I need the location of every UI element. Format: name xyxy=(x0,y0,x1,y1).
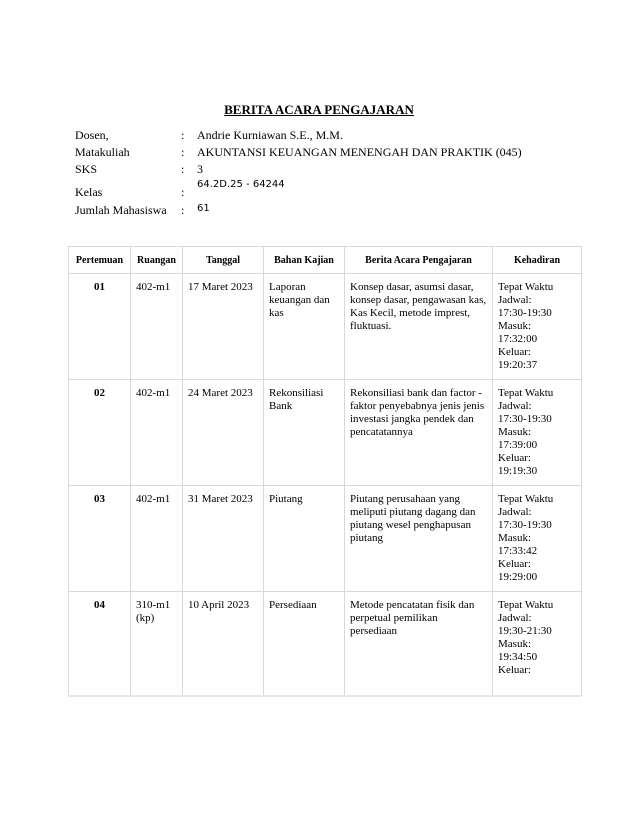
attendance-line: Keluar: xyxy=(498,664,531,676)
header-pertemuan: Pertemuan xyxy=(69,247,131,274)
cell-room: 402-m1 xyxy=(131,274,183,380)
meta-value: 64.2D.25 - 64244 xyxy=(197,179,285,190)
meta-colon: : xyxy=(181,128,185,142)
cell-meeting: 04 xyxy=(69,592,131,696)
cell-attendance xyxy=(493,274,582,380)
attendance-line: 17:32:00 xyxy=(498,333,538,345)
table-row xyxy=(69,380,582,486)
meta-colon: : xyxy=(181,162,185,176)
attendance-line: Keluar: xyxy=(498,558,531,570)
attendance-line: Jadwal: xyxy=(498,612,532,624)
header-bahan-kajian: Bahan Kajian xyxy=(264,247,345,274)
attendance-line: Tepat Waktu xyxy=(498,599,554,611)
table-row xyxy=(69,592,582,696)
header-ruangan: Ruangan xyxy=(131,247,183,274)
attendance-line: 19:34:50 xyxy=(498,651,538,663)
cell-attendance xyxy=(493,592,582,696)
attendance-line: Masuk: xyxy=(498,532,531,544)
table-header-row xyxy=(69,247,582,274)
cell-report: Metode pencatatan fisik dan perpetual pemilikan persediaan xyxy=(345,592,493,696)
meta-value: 3 xyxy=(197,162,203,176)
cell-report: Rekonsiliasi bank dan factor -faktor penyebabnya jenis jenis investasi jangka pendek dan pencatatannya xyxy=(345,380,493,486)
attendance-line: Tepat Waktu xyxy=(498,493,554,505)
cell-topic: Persediaan xyxy=(264,592,345,696)
table-bottom-edge xyxy=(68,695,581,697)
attendance-line: Jadwal: xyxy=(498,294,532,306)
attendance-line: Keluar: xyxy=(498,346,531,358)
attendance-line: 19:20:37 xyxy=(498,359,538,371)
header-berita-acara: Berita Acara Pengajaran xyxy=(345,247,493,274)
attendance-line: Tepat Waktu xyxy=(498,281,554,293)
attendance-line: Jadwal: xyxy=(498,400,532,412)
cell-room: 402-m1 xyxy=(131,380,183,486)
attendance-line: 17:30-19:30 xyxy=(498,307,552,319)
attendance-line: Masuk: xyxy=(498,320,531,332)
attendance-line: 17:39:00 xyxy=(498,439,538,451)
cell-report: Konsep dasar, asumsi dasar, konsep dasar, pengawasan kas, Kas Kecil, metode imprest, fluktuasi. xyxy=(345,274,493,380)
attendance-table xyxy=(68,246,582,696)
cell-topic: Rekonsiliasi Bank xyxy=(264,380,345,486)
meta-value: AKUNTANSI KEUANGAN MENENGAH DAN PRAKTIK (045) xyxy=(197,145,522,159)
meta-label: Jumlah Mahasiswa xyxy=(75,203,167,217)
cell-attendance xyxy=(493,380,582,486)
header-kehadiran: Kehadiran xyxy=(493,247,582,274)
meta-value: Andrie Kurniawan S.E., M.M. xyxy=(197,128,343,142)
header-tanggal: Tanggal xyxy=(183,247,264,274)
attendance-line: Tepat Waktu xyxy=(498,387,554,399)
attendance-line: Jadwal: xyxy=(498,506,532,518)
attendance-line: 19:19:30 xyxy=(498,465,538,477)
attendance-line: 19:30-21:30 xyxy=(498,625,552,637)
meta-label: SKS xyxy=(75,162,98,176)
cell-room: 310-m1 (kp) xyxy=(131,592,183,696)
attendance-line: Masuk: xyxy=(498,426,531,438)
cell-topic: Laporan keuangan dan kas xyxy=(264,274,345,380)
meta-label: Dosen, xyxy=(75,128,109,142)
attendance-line: Masuk: xyxy=(498,638,531,650)
cell-meeting: 03 xyxy=(69,486,131,592)
attendance-line: Keluar: xyxy=(498,452,531,464)
meta-label: Matakuliah xyxy=(75,145,130,159)
cell-date: 17 Maret 2023 xyxy=(183,274,264,380)
meta-colon: : xyxy=(181,145,185,159)
cell-topic: Piutang xyxy=(264,486,345,592)
cell-meeting: 02 xyxy=(69,380,131,486)
document-title: BERITA ACARA PENGAJARAN xyxy=(224,102,414,117)
cell-room: 402-m1 xyxy=(131,486,183,592)
cell-date: 10 April 2023 xyxy=(183,592,264,696)
attendance-line: 19:29:00 xyxy=(498,571,538,583)
attendance-line: 17:33:42 xyxy=(498,545,538,557)
cell-date: 24 Maret 2023 xyxy=(183,380,264,486)
attendance-line: 17:30-19:30 xyxy=(498,413,552,425)
cell-date: 31 Maret 2023 xyxy=(183,486,264,592)
meta-colon: : xyxy=(181,185,185,199)
table-row xyxy=(69,486,582,592)
cell-report: Piutang perusahaan yang meliputi piutang dagang dan piutang wesel penghapusan piutang xyxy=(345,486,493,592)
meta-value: 61 xyxy=(197,203,210,214)
meta-colon: : xyxy=(181,203,185,217)
attendance-line: 17:30-19:30 xyxy=(498,519,552,531)
table-row xyxy=(69,274,582,380)
cell-attendance xyxy=(493,486,582,592)
cell-meeting: 01 xyxy=(69,274,131,380)
meta-label: Kelas xyxy=(75,185,103,199)
